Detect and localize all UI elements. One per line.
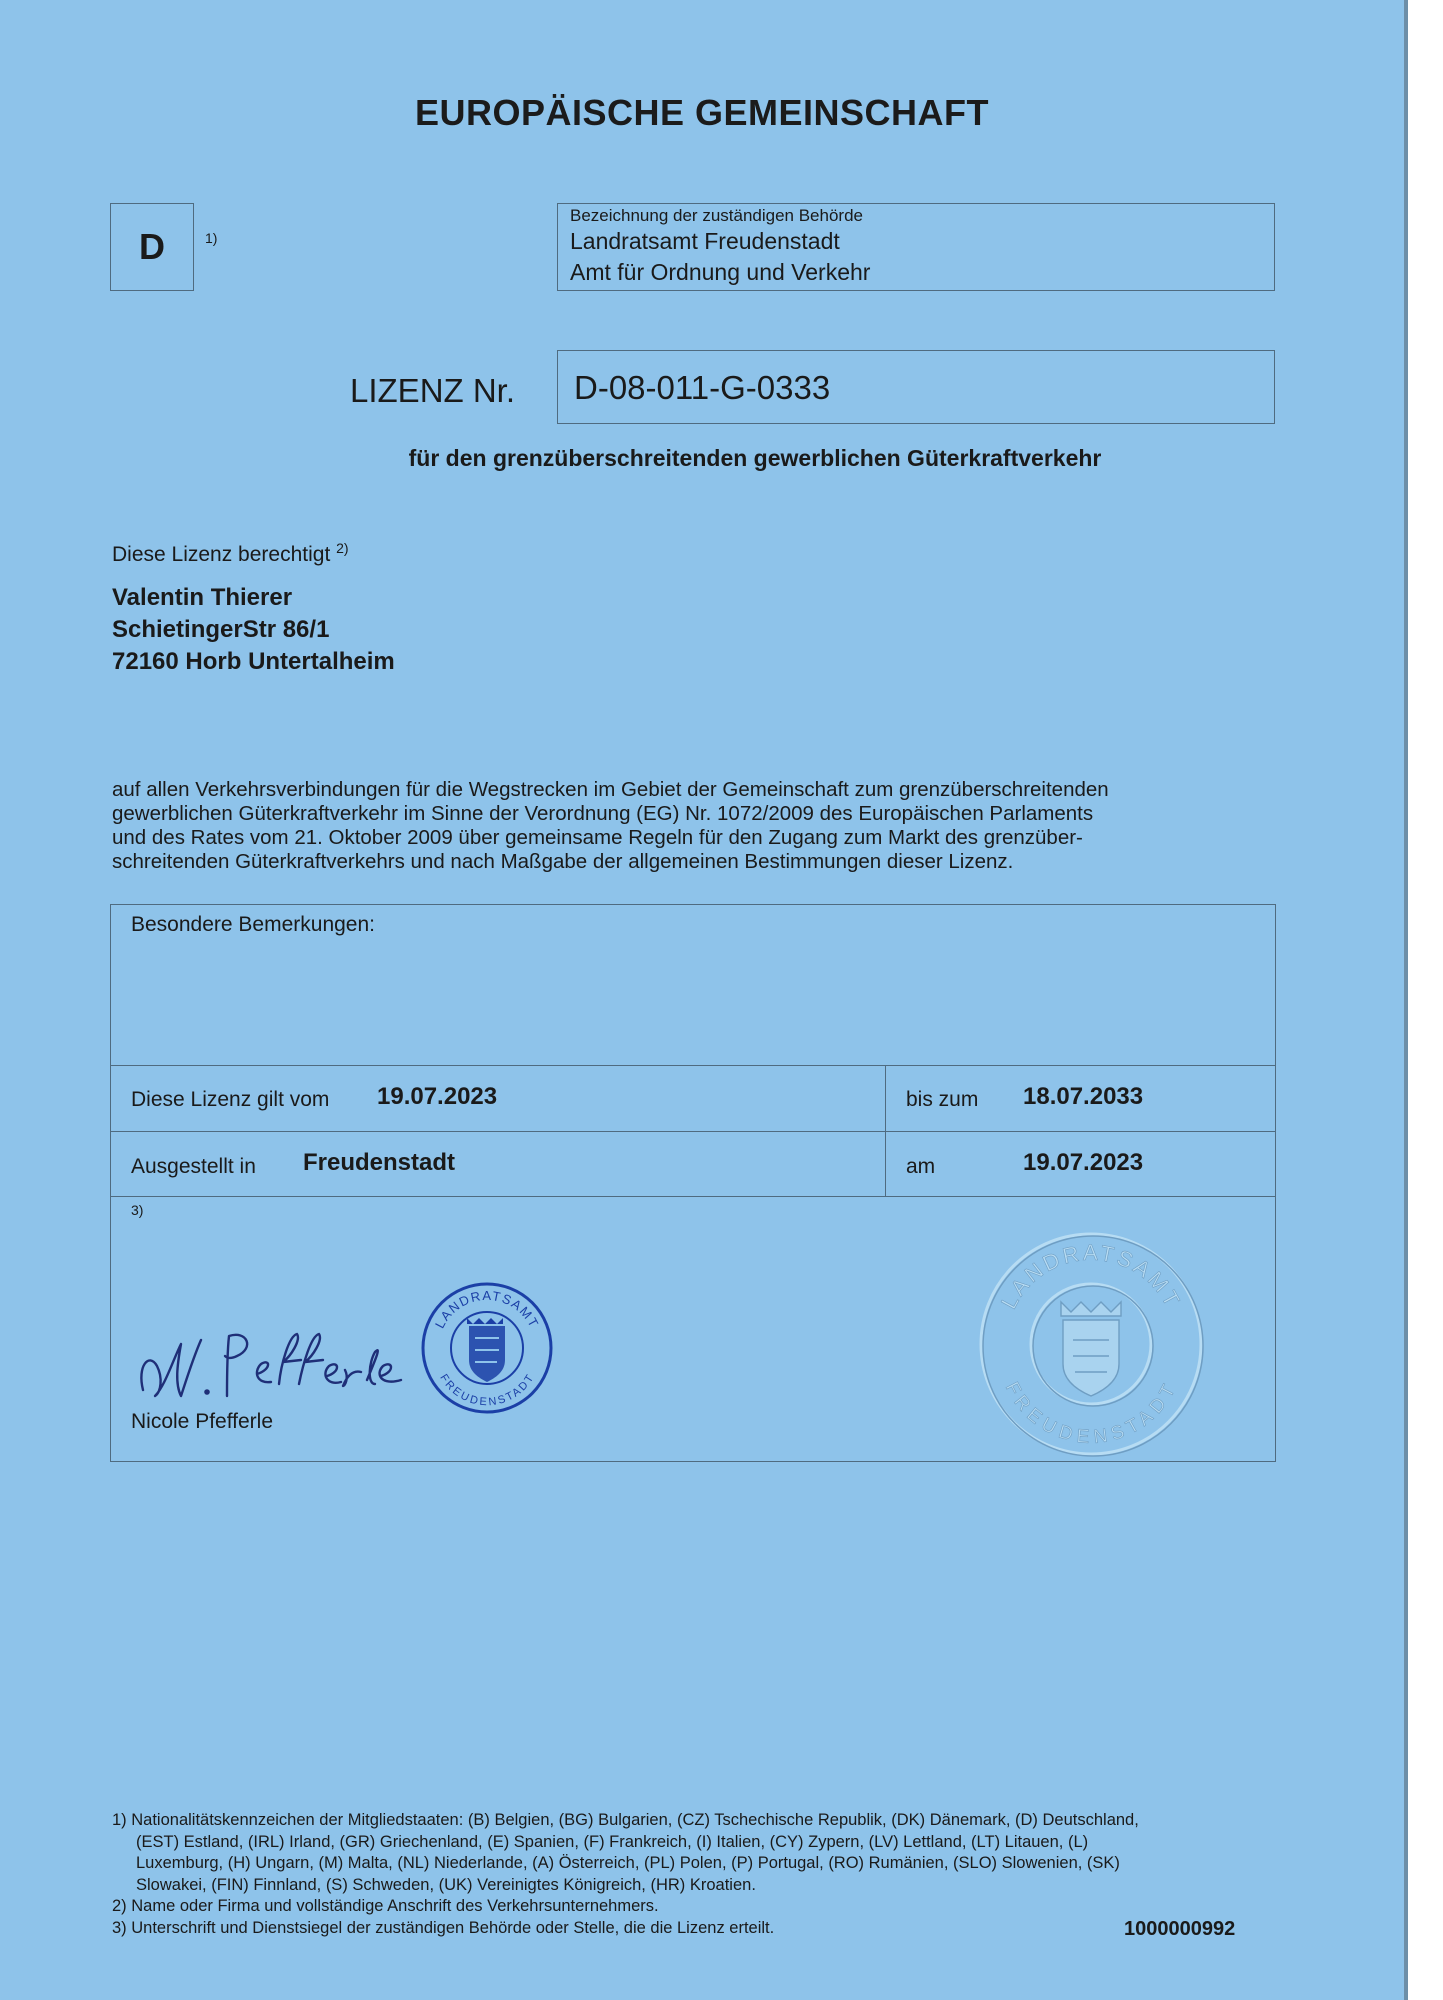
footnote-line: (EST) Estland, (IRL) Irland, (GR) Griechenland, (E) Spanien, (F) Frankreich, (I) Italien, (CY) Zypern, (LV) Lettland, (LT) Litauen, (L) [136, 1832, 1089, 1851]
embossed-seal [971, 1224, 1211, 1464]
footnote-line: Luxemburg, (H) Ungarn, (M) Malta, (NL) Niederlande, (A) Österreich, (PL) Polen, (P) Portugal, (RO) Rumänien, (SLO) Slowenien, (SK) [136, 1854, 1120, 1872]
row-divider [885, 1131, 886, 1196]
valid-to-label: bis zum [906, 1088, 979, 1111]
document-number: 1000000992 [1124, 1918, 1236, 1940]
issued-date-label: am [906, 1155, 936, 1178]
scope-line: schreitenden Güterkraftverkehrs und nach Maßgabe der allgemeinen Bestimmungen dieser Lizenz. [112, 850, 1014, 873]
footnote-line: 3) Unterschrift und Dienstsiegel der zuständigen Behörde oder Stelle, die die Lizenz erteilt. [112, 1918, 775, 1937]
footnote-line: 1) Nationalitätskennzeichen der Mitgliedstaaten: (B) Belgien, (BG) Bulgarien, (CZ) Tschechische Republik, (DK) Dänemark, (D) Deutschland, [112, 1811, 1139, 1829]
country-code-box [110, 203, 194, 291]
footnote-ref-2: 2) [336, 540, 349, 556]
svg-text:LANDRATSAMT: LANDRATSAMT [431, 1287, 543, 1331]
license-number-box [557, 350, 1275, 424]
holder-intro-text: Diese Lizenz berechtigt [112, 543, 331, 566]
holder-intro [112, 540, 349, 567]
valid-from-label: Diese Lizenz gilt vom [131, 1088, 330, 1111]
scope-line: gewerblichen Güterkraftverkehr im Sinne der Verordnung (EG) Nr. 1072/2009 des Europäischen Parlaments [112, 802, 1094, 825]
holder-city: 72160 Horb Untertalheim [112, 648, 395, 675]
row-divider [885, 1066, 886, 1131]
license-subtitle: für den grenzüberschreitenden gewerblichen Güterkraftverkehr [408, 445, 1102, 471]
remarks-box [110, 904, 1276, 1066]
svg-text:FREUDENSTADT: FREUDENSTADT [437, 1372, 537, 1409]
holder-name: Valentin Thierer [112, 584, 293, 611]
valid-from-value: 19.07.2023 [377, 1083, 498, 1110]
footnote-line: 2) Name oder Firma und vollständige Anschrift des Verkehrsunternehmers. [112, 1897, 659, 1915]
issued-row [110, 1131, 1276, 1197]
footnote-ref-3: 3) [131, 1202, 144, 1218]
validity-row [110, 1066, 1276, 1132]
scope-line: auf allen Verkehrsverbindungen für die Wegstrecken im Gebiet der Gemeinschaft zum grenzüberschreitenden [112, 778, 1109, 801]
authority-department: Amt für Ordnung und Verkehr [570, 259, 871, 285]
svg-text:FREUDENSTADT: FREUDENSTADT [1000, 1378, 1182, 1449]
authority-box [557, 203, 1275, 291]
footnote-line: Slowakei, (FIN) Finnland, (S) Schweden, (UK) Vereinigtes Königreich, (HR) Kroatien. [136, 1875, 756, 1894]
license-number: D-08-011-G-0333 [574, 369, 831, 406]
handwritten-signature [131, 1326, 411, 1406]
scope-line: und des Rates vom 21. Oktober 2009 über gemeinsame Regeln für den Zugang zum Markt des grenzüber- [112, 826, 1083, 849]
holder-street: SchietingerStr 86/1 [112, 616, 330, 643]
footnote-ref-1: 1) [205, 230, 218, 246]
document-title: EUROPÄISCHE GEMEINSCHAFT [414, 92, 990, 133]
authority-name: Landratsamt Freudenstadt [570, 228, 840, 254]
holder-block [112, 582, 395, 678]
country-code: D [139, 226, 165, 267]
issued-date-value: 19.07.2023 [1023, 1149, 1144, 1176]
signature-area [110, 1196, 1276, 1462]
valid-to-value: 18.07.2033 [1023, 1083, 1144, 1110]
footnotes [112, 1810, 1292, 1939]
signatory-name: Nicole Pfefferle [131, 1410, 274, 1433]
svg-text:LANDRATSAMT: LANDRATSAMT [995, 1240, 1187, 1314]
remarks-label: Besondere Bemerkungen: [131, 913, 375, 936]
scope-paragraph [112, 778, 1287, 874]
official-stamp [417, 1278, 557, 1418]
license-number-label: LIZENZ Nr. [350, 372, 516, 409]
issued-place-value: Freudenstadt [303, 1149, 456, 1176]
authority-label: Bezeichnung der zuständigen Behörde [570, 206, 863, 225]
issued-place-label: Ausgestellt in [131, 1155, 256, 1178]
